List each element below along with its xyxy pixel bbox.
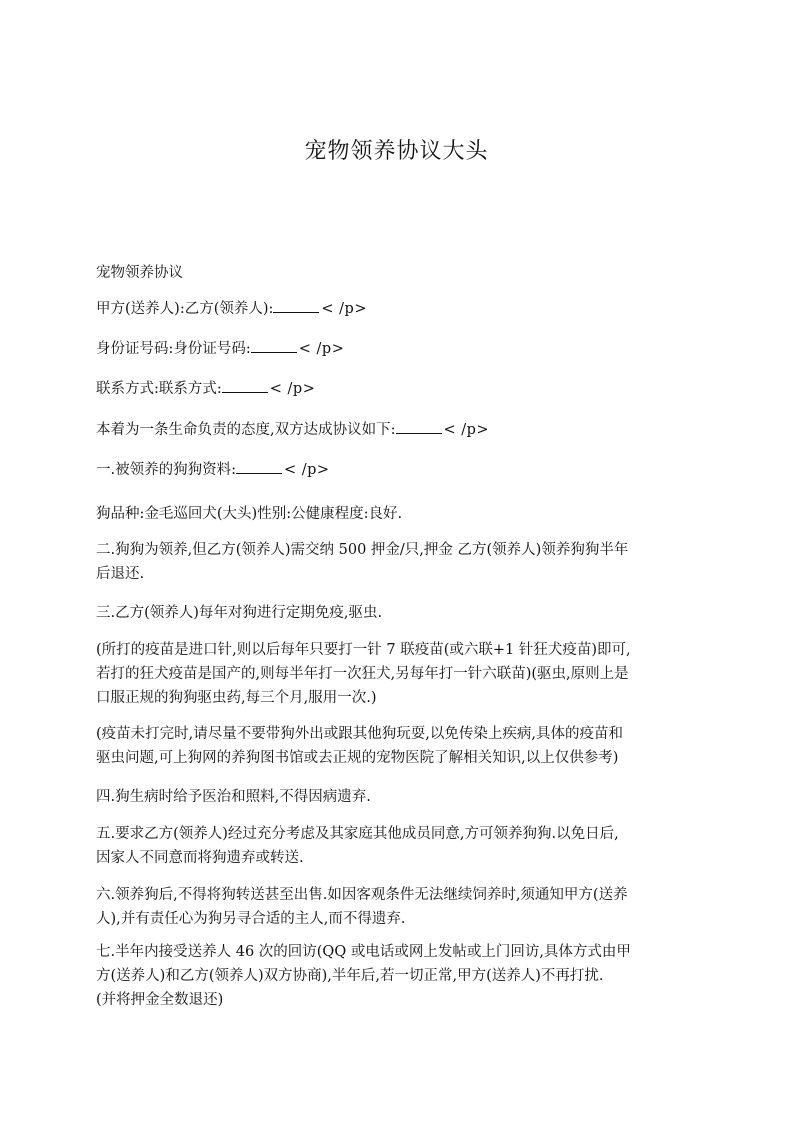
vaccine-line: 口服正规的狗狗驱虫药,每三个月,服用一次.)	[96, 690, 377, 706]
clause-2-line: 后退还.	[96, 566, 145, 582]
vaccine-line: 若打的狂犬疫苗是国产的,则每半年打一次狂犬,另每年打一针六联苗)(驱虫,原则上是	[96, 666, 629, 682]
agreement-heading: 宠物领养协议	[96, 265, 183, 281]
contact-blank	[222, 378, 268, 393]
id-number-blank	[251, 338, 297, 353]
party-blank	[273, 298, 319, 313]
clause-5-line: 五.要求乙方(领养人)经过充分考虑及其家庭其他成员同意,方可领养狗狗.以免日后,	[96, 826, 619, 842]
party-line	[96, 297, 716, 321]
dog-info-line	[96, 458, 716, 482]
dog-info-label: 一.被领养的狗狗资料:	[96, 462, 236, 478]
preamble-label: 本着为一条生命负责的态度,双方达成协议如下:	[96, 422, 396, 438]
id-number-label: 身份证号码:身份证号码:	[96, 341, 251, 357]
note-line: (疫苗未打完时,请尽量不要带狗外出或跟其他狗玩耍,以免传染上疾病,具体的疫苗和	[96, 726, 623, 742]
contact-line	[96, 377, 716, 401]
clause-2-line: 二.狗狗为领养,但乙方(领养人)需交纳 500 押金/只,押金 乙方(领养人)领养狗狗半年	[96, 542, 629, 558]
document-title: 宠物领养协议大头	[304, 139, 489, 164]
vaccine-paragraph	[96, 638, 716, 710]
id-number-line	[96, 337, 716, 361]
clause-6-line: 人),并有责任心为狗另寻合适的主人,而不得遗弃.	[96, 911, 406, 927]
dog-info-tail: < /p>	[284, 462, 330, 478]
clause-7-line: 方(送养人)和乙方(领养人)双方协商),半年后,若一切正常,甲方(送养人)不再打扰.	[96, 968, 604, 984]
clause-5-line: 因家人不同意而将狗遗弃或转送.	[96, 850, 304, 866]
contact-tail: < /p>	[269, 381, 316, 397]
clause-4: 四.狗生病时给予医治和照料,不得因病遗弃.	[96, 789, 371, 805]
note-line: 驱虫问题,可上狗网的养狗图书馆或去正规的宠物医院了解相关知识,以上仅供参考)	[96, 750, 619, 766]
clause-7	[96, 940, 716, 1012]
clause-6-line: 六.领养狗后,不得将狗转送甚至出售.如因客观条件无法继续饲养时,须通知甲方(送养	[96, 887, 628, 903]
clause-7-line: 七.半年内接受送养人 46 次的回访(QQ 或电话或网上发帖或上门回访,具体方式由甲	[96, 944, 631, 960]
preamble-tail: < /p>	[443, 422, 490, 438]
party-label: 甲方(送养人):乙方(领养人):	[96, 301, 274, 317]
note-paragraph	[96, 722, 716, 770]
contact-label: 联系方式:联系方式:	[96, 381, 222, 397]
breed-paragraph: 狗品种:金毛巡回犬(大头)性别:公健康程度:良好.	[96, 506, 403, 522]
preamble-blank	[396, 419, 442, 434]
vaccine-line: (所打的疫苗是进口针,则以后每年只要打一针 7 联疫苗(或六联+1 针狂犬疫苗)即可,	[96, 642, 631, 658]
clause-6	[96, 883, 716, 931]
clause-5	[96, 822, 716, 870]
dog-info-blank	[236, 459, 282, 474]
preamble-line	[96, 418, 716, 442]
party-tail: < /p>	[321, 301, 367, 317]
clause-2	[96, 538, 716, 586]
clause-3: 三.乙方(领养人)每年对狗进行定期免疫,驱虫.	[96, 605, 383, 621]
clause-7-line: (并将押金全数退还)	[96, 992, 224, 1008]
id-number-tail: < /p>	[298, 341, 345, 357]
